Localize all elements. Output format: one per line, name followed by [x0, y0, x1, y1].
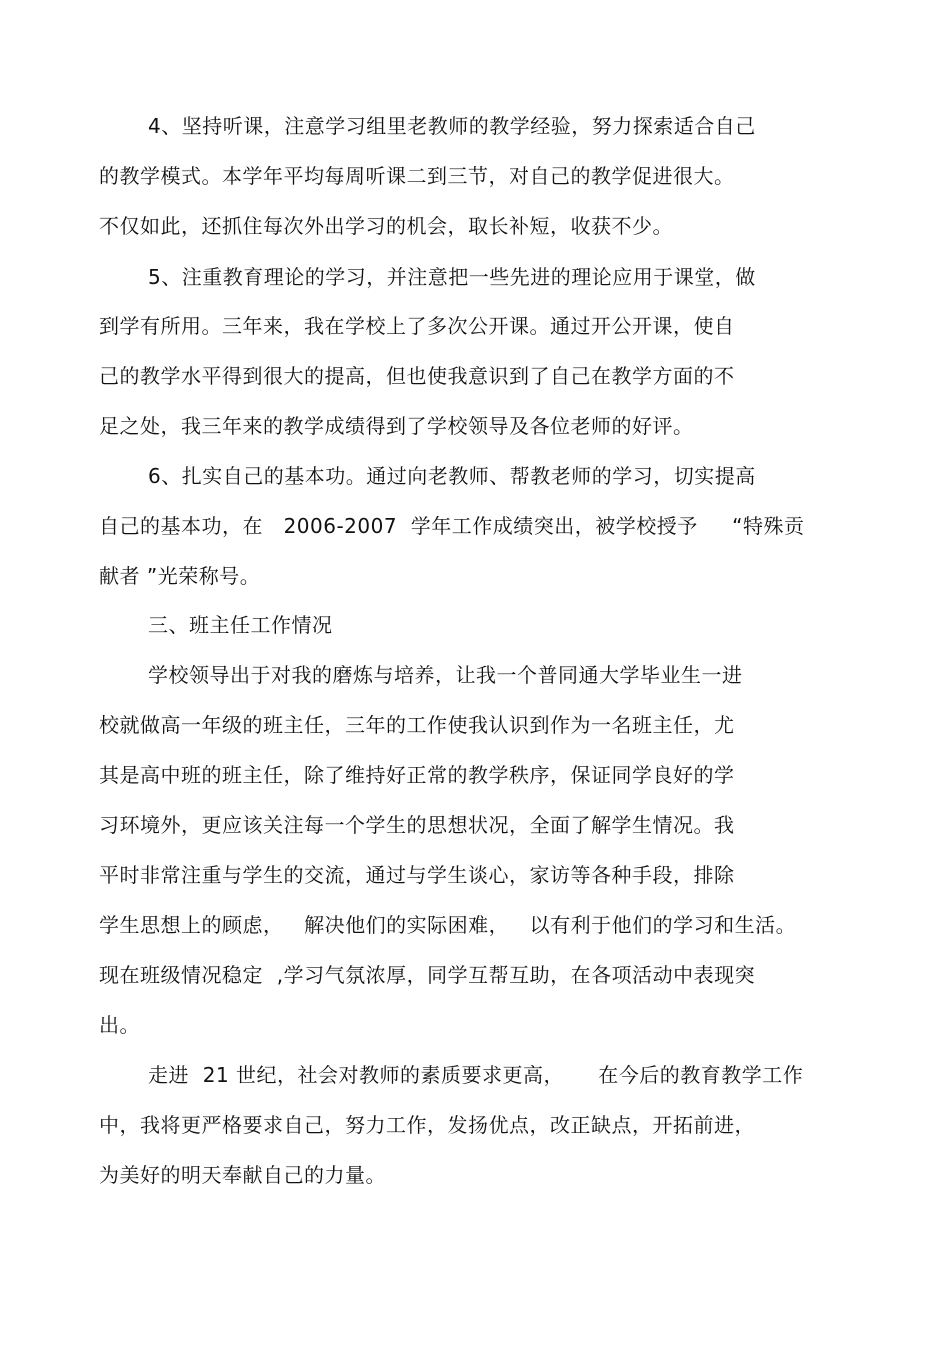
paragraph-line: 现在班级情况稳定 ,学习气氛浓厚，同学互帮互助，在各项活动中表现突: [99, 963, 756, 987]
paragraph-line: 平时非常注重与学生的交流，通过与学生谈心，家访等各种手段，排除: [99, 863, 735, 887]
section-heading: 三、班主任工作情况: [148, 613, 333, 637]
paragraph-line: 校就做高一年级的班主任，三年的工作使我认识到作为一名班主任，尤: [99, 713, 735, 737]
paragraph-line: 为美好的明天奉献自己的力量。: [99, 1163, 386, 1187]
paragraph-line: 到学有所用。三年来，我在学校上了多次公开课。通过开公开课，使自: [99, 314, 735, 338]
paragraph-line: 4、坚持听课，注意学习组里老教师的教学经验，努力探索适合自己: [148, 114, 756, 138]
paragraph-line: 学生思想上的顾虑， 解决他们的实际困难， 以有利于他们的学习和生活。: [99, 913, 797, 937]
paragraph-line: 自己的基本功，在 2006-2007 学年工作成绩突出，被学校授予 “特殊贡: [99, 514, 805, 538]
paragraph-line: 出。: [99, 1013, 140, 1037]
paragraph-line: 走进 21 世纪，社会对教师的素质要求更高， 在今后的教育教学工作: [148, 1063, 804, 1087]
paragraph-line: 5、注重教育理论的学习，并注意把一些先进的理论应用于课堂，做: [148, 265, 756, 289]
paragraph-line: 己的教学水平得到很大的提高，但也使我意识到了自己在教学方面的不: [99, 364, 735, 388]
paragraph-line: 不仅如此，还抓住每次外出学习的机会，取长补短，收获不少。: [99, 214, 673, 238]
paragraph-line: 中，我将更严格要求自己，努力工作，发扬优点，改正缺点，开拓前进，: [99, 1113, 755, 1137]
paragraph-line: 学校领导出于对我的磨炼与培养，让我一个普同通大学毕业生一进: [148, 663, 743, 687]
paragraph-line: 其是高中班的班主任，除了维持好正常的教学秩序，保证同学良好的学: [99, 763, 735, 787]
paragraph-line: 献者 ”光荣称号。: [99, 564, 261, 588]
paragraph-line: 的教学模式。本学年平均每周听课二到三节，对自己的教学促进很大。: [99, 164, 735, 188]
paragraph-line: 习环境外，更应该关注每一个学生的思想状况，全面了解学生情况。我: [99, 813, 735, 837]
paragraph-line: 6、扎实自己的基本功。通过向老教师、帮教老师的学习，切实提高: [148, 464, 756, 488]
paragraph-line: 足之处，我三年来的教学成绩得到了学校领导及各位老师的好评。: [99, 414, 694, 438]
